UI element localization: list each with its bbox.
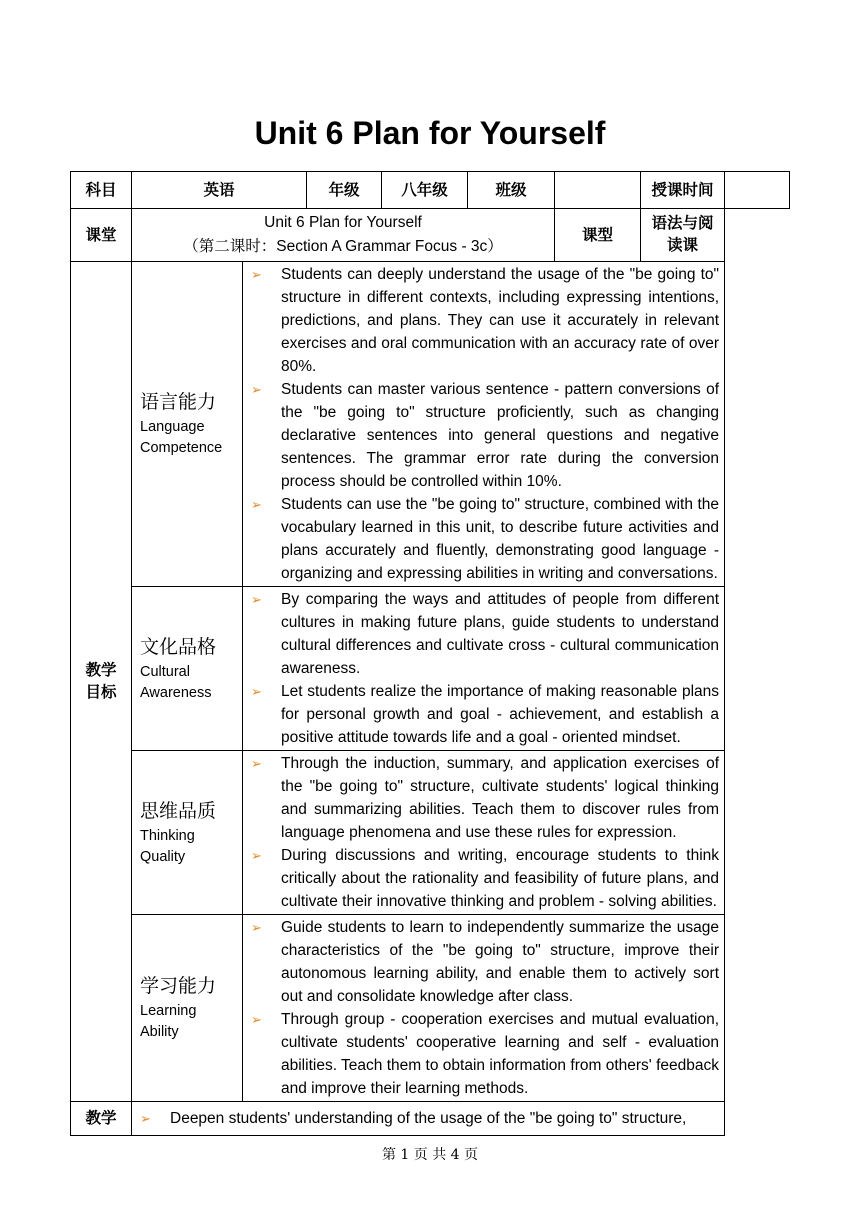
category-zh: 思维品质: [140, 800, 217, 822]
header-row: [71, 172, 790, 209]
objective-item: ➢ By comparing the ways and attitudes of people from different cultures in making future plans, guide students to understand cultural differences and cultivate cross - cultural communication awareness.: [251, 588, 719, 680]
arrow-bullet-icon: ➢: [251, 1012, 262, 1027]
lesson-type-label: 课型: [555, 209, 641, 262]
objective-category: [132, 262, 243, 587]
grade-value: 八年级: [382, 172, 468, 209]
teaching-row: [71, 1102, 790, 1136]
objective-category: [132, 751, 243, 915]
category-en: Language Competence: [140, 419, 223, 456]
category-zh: 文化品格: [140, 636, 217, 658]
lesson-title-cell: [132, 209, 555, 262]
objective-category: [132, 915, 243, 1102]
category-zh: 语言能力: [140, 392, 217, 413]
objective-items: [243, 915, 725, 1102]
objective-item: ➢ During discussions and writing, encourage students to think critically about the rationality and feasibility of future plans, and cultivate their innovative thinking and problem - solving abilities.: [251, 844, 719, 913]
objective-items: [243, 751, 725, 915]
class-label: 班级: [468, 172, 555, 209]
lesson-type-value: 语法与阅读课: [641, 209, 725, 262]
grade-label: 年级: [307, 172, 382, 209]
objective-item: ➢ Through group - cooperation exercises and mutual evaluation, cultivate students' cooperative learning and self - evaluation abilities. Teach them to obtain information from others' feedback and improve their learning methods.: [251, 1008, 719, 1100]
objective-category: [132, 587, 243, 751]
objective-item: ➢ Through the induction, summary, and application exercises of the "be going to" structure, cultivate students' logical thinking and summarizing abilities. Teach them to discover rules from language phenomena and use these rules for expression.: [251, 752, 719, 844]
subject-label: 科目: [71, 172, 132, 209]
category-zh: 学习能力: [140, 976, 217, 997]
objective-item: ➢ Students can use the "be going to" structure, combined with the vocabulary learned in this unit, to describe future activities and plans accurately and fluently, demonstrating good language - organizing and expressing abilities in writing and conversations.: [251, 493, 719, 585]
document-title: Unit 6 Plan for Yourself: [254, 115, 606, 151]
subject-value: 英语: [132, 172, 307, 209]
objective-item: ➢ Let students realize the importance of making reasonable plans for personal growth and goal - achievement, and establish a positive attitude towards life and a goal - oriented mindset.: [251, 680, 719, 749]
lesson-title-line1: Unit 6 Plan for Yourself: [264, 214, 422, 231]
lesson-title-line2: （第二课时：Section A Grammar Focus - 3c）: [183, 238, 503, 255]
arrow-bullet-icon: ➢: [251, 382, 262, 397]
objective-row: [71, 915, 790, 1102]
arrow-bullet-icon: ➢: [251, 756, 262, 771]
objective-row: [71, 262, 790, 587]
teaching-text: ➢ Deepen students' understanding of the usage of the "be going to" structure,: [132, 1107, 719, 1130]
objective-row: [71, 751, 790, 915]
lesson-row: [71, 209, 790, 262]
arrow-bullet-icon: ➢: [251, 848, 262, 863]
lesson-label: 课堂: [71, 209, 132, 262]
objectives-label: 教学目标: [71, 262, 132, 1102]
arrow-bullet-icon: ➢: [251, 920, 262, 935]
category-en: Learning Ability: [140, 1003, 197, 1040]
arrow-bullet-icon: ➢: [251, 592, 262, 607]
objective-items: [243, 262, 725, 587]
lesson-plan-table: [70, 171, 790, 1136]
objective-row: [71, 587, 790, 751]
teaching-text-cell: [132, 1102, 725, 1136]
time-label: 授课时间: [641, 172, 725, 209]
category-en: Thinking Quality: [140, 827, 195, 865]
time-value: [725, 172, 790, 209]
arrow-bullet-icon: ➢: [140, 1111, 151, 1126]
arrow-bullet-icon: ➢: [251, 684, 262, 699]
objective-item: ➢ Guide students to learn to independently summarize the usage characteristics of the "be going to" structure, improve their autonomous learning ability, and enable them to actively sort out and consolidate knowledge after class.: [251, 916, 719, 1008]
objective-item: ➢ Students can deeply understand the usage of the "be going to" structure in different contexts, including expressing intentions, predictions, and plans. They can use it accurately in relevant exercises and oral communication with an accuracy rate of over 80%.: [251, 263, 719, 378]
arrow-bullet-icon: ➢: [251, 497, 262, 512]
category-en: Cultural Awareness: [140, 663, 212, 701]
teaching-label: 教学: [71, 1102, 132, 1136]
objective-items: [243, 587, 725, 751]
objective-item: ➢ Students can master various sentence - pattern conversions of the "be going to" structure proficiently, such as changing declarative sentences into general questions and negative sentences. The grammar error rate during the conversion process should be controlled within 10%.: [251, 378, 719, 493]
page-footer: 第 1 页 共 4 页: [381, 1147, 479, 1163]
arrow-bullet-icon: ➢: [251, 267, 262, 282]
class-value: [555, 172, 641, 209]
